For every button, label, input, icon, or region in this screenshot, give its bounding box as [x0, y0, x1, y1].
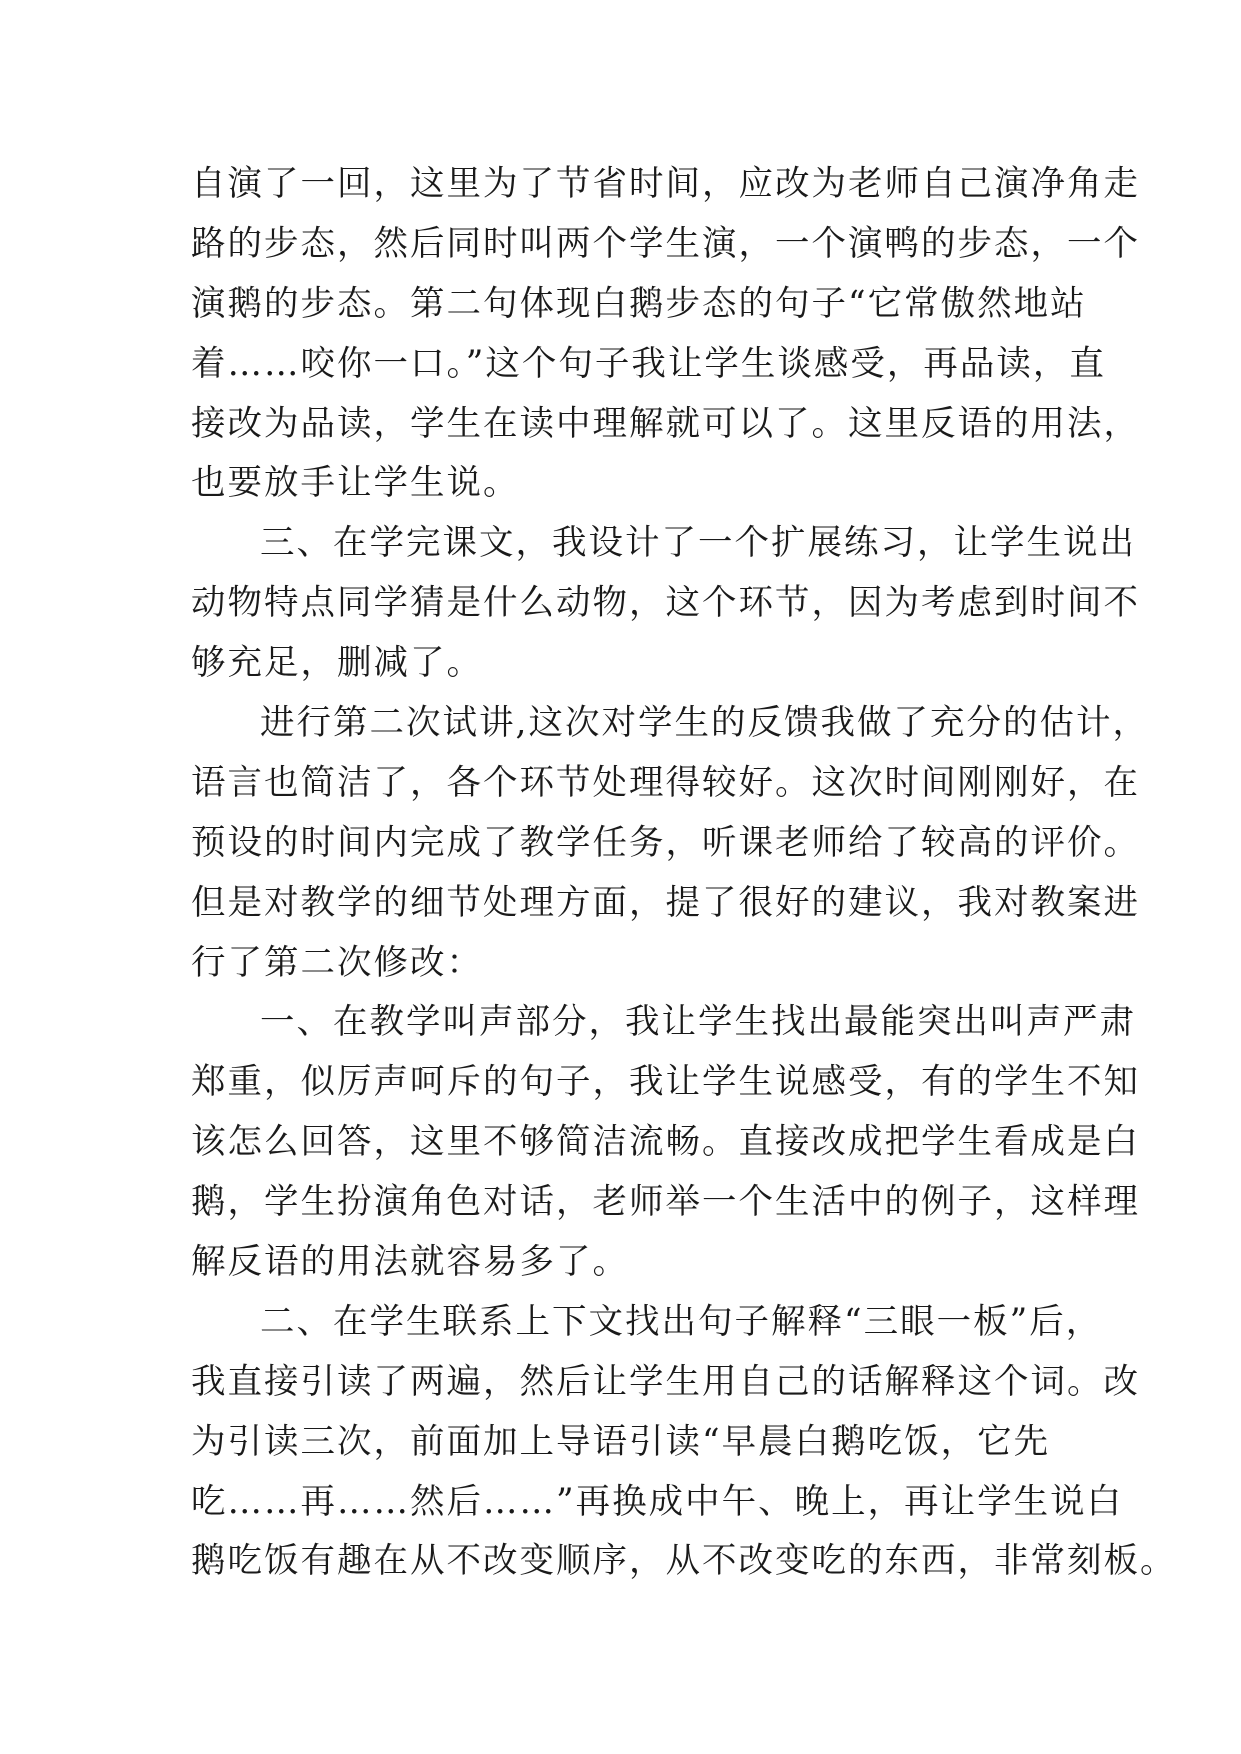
text-line: 但是对教学的细节处理方面，提了很好的建议，我对教案进 — [191, 882, 1140, 923]
text-line: 一、在教学叫声部分，我让学生找出最能突出叫声严肃 — [260, 1002, 1136, 1043]
text-line: 行了第二次修改： — [191, 942, 483, 983]
text-line: 路的步态，然后同时叫两个学生演，一个演鸭的步态，一个 — [191, 223, 1140, 264]
text-line: 自演了一回，这里为了节省时间，应改为老师自己演净角走 — [191, 164, 1140, 204]
text-line: 够充足，删减了。 — [191, 643, 483, 684]
text-line: 郑重，似厉声呵斥的句子，我让学生说感受，有的学生不知 — [191, 1062, 1140, 1103]
text-line: 着……咬你一口。”这个句子我让学生谈感受，再品读，直 — [191, 343, 1106, 384]
text-line: 接改为品读，学生在读中理解就可以了。这里反语的用法， — [191, 403, 1140, 444]
text-line: 也要放手让学生说。 — [191, 463, 520, 504]
text-line: 该怎么回答，这里不够简洁流畅。直接改成把学生看成是白 — [191, 1122, 1140, 1163]
text-line: 语言也简洁了，各个环节处理得较好。这次时间刚刚好，在 — [191, 762, 1140, 803]
text-line: 三、在学完课文，我设计了一个扩展练习，让学生说出 — [260, 523, 1136, 564]
text-line: 解反语的用法就容易多了。 — [191, 1242, 629, 1283]
text-line: 进行第二次试讲,这次对学生的反馈我做了充分的估计， — [260, 703, 1149, 744]
text-line: 鹅，学生扮演角色对话，老师举一个生活中的例子，这样理 — [191, 1182, 1140, 1223]
document-body — [191, 155, 1177, 1592]
text-line: 鹅吃饭有趣在从不改变顺序，从不改变吃的东西，非常刻板。 — [191, 1541, 1177, 1582]
text-line: 预设的时间内完成了教学任务，听课老师给了较高的评价。 — [191, 822, 1140, 863]
text-line: 为引读三次，前面加上导语引读“早晨白鹅吃饭，它先 — [191, 1421, 1051, 1462]
text-line: 动物特点同学猜是什么动物，这个环节，因为考虑到时间不 — [191, 583, 1140, 624]
text-line: 我直接引读了两遍，然后让学生用自己的话解释这个词。改 — [191, 1361, 1140, 1402]
text-line: 二、在学生联系上下文找出句子解释“三眼一板”后， — [260, 1301, 1103, 1342]
text-line: 吃……再……然后……”再换成中午、晚上，再让学生说白 — [191, 1481, 1124, 1522]
text-line: 演鹅的步态。第二句体现白鹅步态的句子“它常傲然地站 — [191, 283, 1087, 324]
